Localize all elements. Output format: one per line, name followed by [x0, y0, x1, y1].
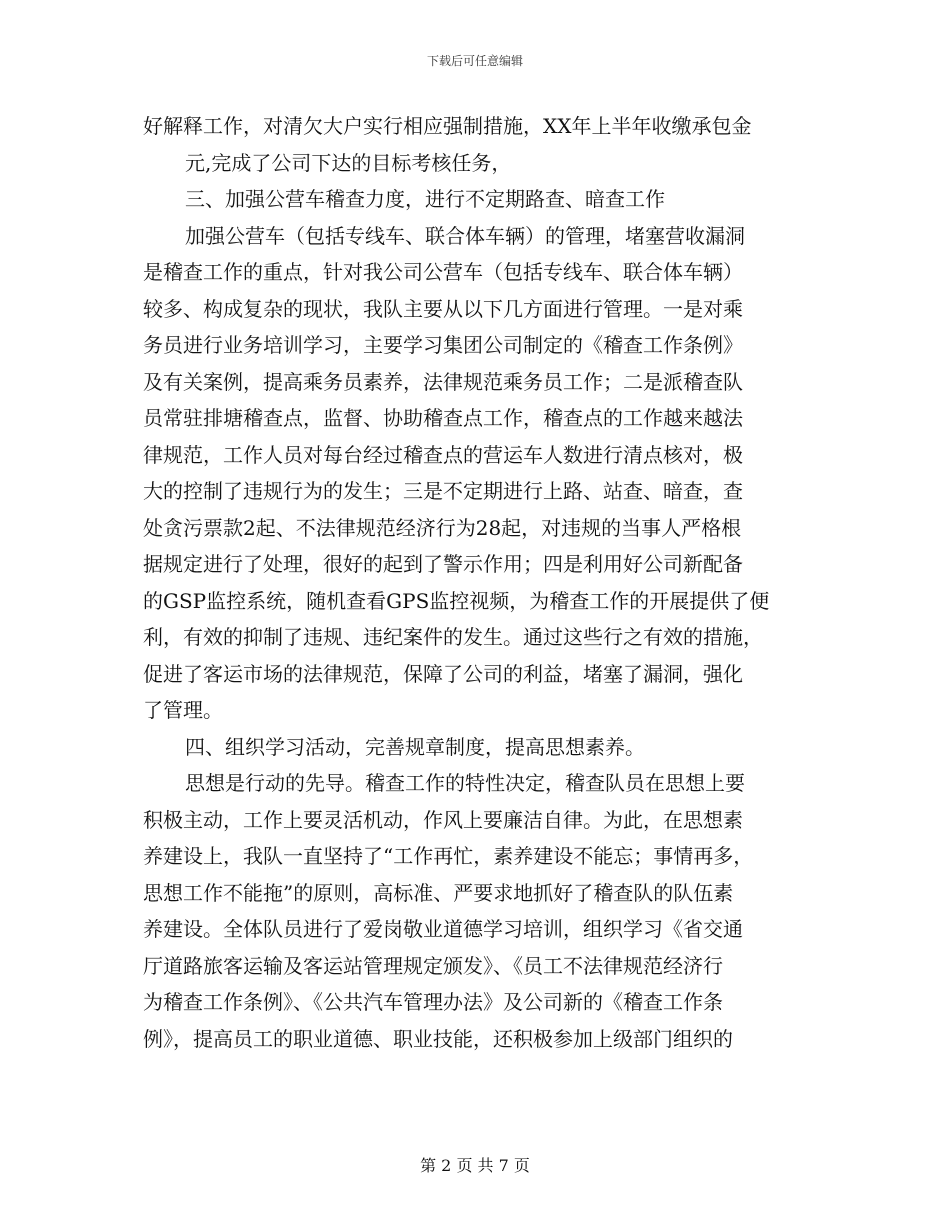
body-line: 据规定进行了处理，很好的起到了警示作用；四是利用好公司新配备: [143, 552, 743, 576]
body-line: 大的控制了违规行为的发生；三是不定期进行上路、站查、暗查，查: [143, 479, 743, 503]
body-line: 加强公营车（包括专线车、联合体车辆）的管理，堵塞营收漏洞: [185, 223, 745, 248]
body-line: 及有关案例，提高乘务员素养，法律规范乘务员工作；二是派稽查队: [143, 369, 743, 394]
body-line: 较多、构成复杂的现状，我队主要从以下几方面进行管理。一是对乘: [143, 296, 743, 321]
body-line: 了管理。: [143, 698, 223, 722]
body-line: 促进了客运市场的法律规范，保障了公司的利益，堵塞了漏洞，强化: [143, 661, 743, 686]
body-line: 务员进行业务培训学习，主要学习集团公司制定的《稽查工作条例》: [143, 333, 743, 357]
body-line: 思想工作不能拖”的原则，高标准、严要求地抓好了稽查队的队伍素: [143, 880, 734, 905]
body-line: 养建设。全体队员进行了爱岗敬业道德学习培训，组织学习《省交通: [143, 917, 743, 941]
body-line: 为稽查工作条例》、《公共汽车管理办法》及公司新的《稽查工作条: [143, 990, 723, 1014]
body-line: 元,完成了公司下达的目标考核任务，: [185, 150, 512, 175]
body-line: 利，有效的抑制了违规、违纪案件的发生。通过这些行之有效的措施，: [143, 625, 763, 649]
section-heading: 四、组织学习活动，完善规章制度，提高思想素养。: [185, 734, 645, 759]
body-line: 的GSP监控系统，随机查看GPS监控视频，为稽查工作的开展提供了便: [143, 588, 770, 613]
section-heading: 三、加强公营车稽查力度，进行不定期路查、暗查工作: [185, 187, 665, 211]
body-line: 律规范，工作人员对每台经过稽查点的营运车人数进行清点核对，极: [143, 442, 743, 467]
body-line: 处贪污票款2起、不法律规范经济行为28起，对违规的当事人严格根: [143, 515, 742, 540]
body-line: 是稽查工作的重点，针对我公司公营车（包括专线车、联合体车辆）: [143, 260, 743, 284]
document-body: [143, 108, 813, 1057]
body-line: 例》，提高员工的职业道德、职业技能，还积极参加上级部门组织的: [143, 1026, 733, 1051]
body-line: 思想是行动的先导。稽查工作的特性决定，稽查队员在思想上要: [185, 771, 745, 795]
page-header: 下载后可任意编辑: [426, 54, 523, 68]
body-line: 厅道路旅客运输及客运站管理规定颁发》、《员工不法律规范经济行: [143, 953, 723, 978]
page-footer: 第 2 页 共 7 页: [420, 1156, 530, 1175]
body-line: 养建设上，我队一直坚持了“工作再忙，素养建设不能忘；事情再多，: [143, 844, 754, 868]
body-line: 好解释工作，对清欠大户实行相应强制措施，XX年上半年收缴承包金: [143, 114, 752, 138]
body-line: 积极主动，工作上要灵活机动，作风上要廉洁自律。为此，在思想素: [143, 807, 743, 832]
body-line: 员常驻排塘稽查点，监督、协助稽查点工作，稽查点的工作越来越法: [143, 406, 743, 430]
